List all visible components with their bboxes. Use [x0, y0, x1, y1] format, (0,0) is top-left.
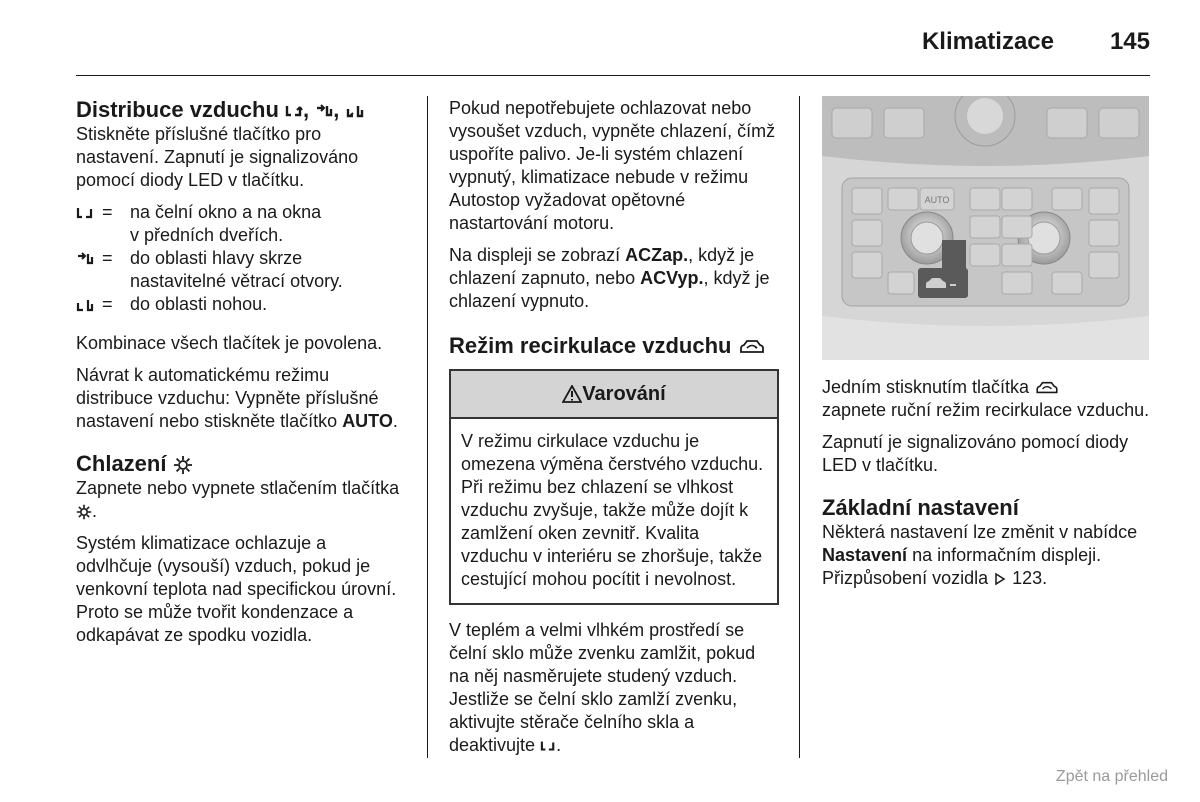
equals-sign: = [102, 248, 113, 268]
photo-auto-label: AUTO [924, 195, 950, 205]
recirculation-heading-text: Režim recirkulace vzduchu [449, 333, 732, 358]
climate-panel-photo [822, 96, 1149, 360]
page-reference-link[interactable]: 123. [1012, 568, 1048, 588]
list-item-footwell [76, 293, 406, 316]
equals-sign: = [102, 294, 113, 314]
recirculation-heading [449, 333, 779, 359]
snowflake-icon [173, 455, 193, 475]
snowflake-icon [76, 504, 92, 520]
recirc-button-text [822, 376, 1152, 422]
cooling-off-text: Pokud nepotřebujete ochlazovat nebo vysoušet vzduch, vypněte chlazení, čímž uspoříte palivo. Je-li systém chlazení vypnutý, klimatizace nebude v režimu Autostop vyžadovat opětovné nastartování motoru. [449, 98, 776, 233]
led-text: Zapnutí je signalizováno pomocí diody LED v tlačítku. [822, 432, 1129, 475]
windshield-vent-icon [76, 205, 94, 221]
list-item-face [76, 247, 406, 293]
page-header [0, 24, 1200, 64]
basic-settings-text [822, 521, 1152, 590]
cooling-text: Zapnete nebo vypnete stlačením tlačítka [76, 478, 400, 498]
distribution-list [76, 201, 406, 316]
column-1 [76, 97, 406, 656]
face-vent-icon [76, 251, 94, 267]
list-item-text: nastavitelné větrací otvory. [130, 271, 343, 291]
list-item-text: v předních dveřích. [130, 225, 284, 245]
distribution-heading [76, 97, 406, 123]
windshield-vent-icon [285, 103, 303, 119]
warning-header [451, 371, 777, 419]
recirculation-car-icon [1034, 380, 1060, 396]
cooling-heading [76, 451, 406, 477]
ac-off-label: ACVyp. [640, 268, 704, 288]
return-auto-text [76, 364, 406, 433]
list-item-windshield [76, 201, 406, 247]
face-vent-icon [315, 103, 333, 119]
back-to-overview-link[interactable]: Zpět na přehled [1055, 768, 1168, 785]
footwell-vent-icon [346, 103, 364, 119]
distribution-heading-text: Distribuce vzduchu [76, 97, 279, 122]
display-text-c: , když je chlazení zapnuto, nebo [449, 245, 755, 288]
warning-box [449, 369, 779, 605]
column-3 [822, 376, 1152, 599]
recirculation-car-icon [738, 338, 766, 356]
footwell-vent-icon [76, 297, 94, 313]
page-reference-arrow-icon [993, 572, 1007, 586]
basic-text-a: Některá nastavení lze změnit v nabídce [822, 522, 1138, 542]
separator: , [333, 97, 340, 122]
equals-sign: = [102, 202, 113, 222]
warning-title: Varování [582, 382, 666, 405]
auto-label: AUTO [342, 411, 393, 431]
list-item-text: do oblasti hlavy skrze [130, 248, 303, 268]
cooling-toggle-text [76, 477, 406, 523]
return-text: Návrat k automatickému režimu distribuce vzduchu: Vypněte příslušné nastavení nebo stiskněte tlačítko [76, 365, 379, 431]
settings-label: Nastavení [822, 545, 908, 565]
warning-triangle-icon [562, 385, 582, 403]
display-text-d: , když je chlazení vypnuto. [449, 268, 770, 311]
warning-body: V režimu cirkulace vzduchu je omezena výměna čerstvého vzduchu. Při režimu bez chlazení se vlhkost vzduchu zvyšuje, takže může dojít k zamlžení oken zevnitř. Kvalita vzduchu v interiéru se zhoršuje, takže cestující mohou pocítit i nevolnost. [461, 431, 764, 589]
distribution-intro: Stiskněte příslušné tlačítko pro nastavení. Zapnutí je signalizováno pomocí diody LED v tlačítku. [76, 124, 359, 190]
windshield-vent-icon [540, 739, 556, 753]
separator: , [303, 97, 310, 122]
ac-on-label: ACZap. [625, 245, 689, 265]
cooling-system-text: Systém klimatizace ochlazuje a odvlhčuje (vysouší) vzduch, pokud je venkovní teplota nad specifickou úrovní. Proto se může tvořit kondenzace a odkapávat ze spodku vozidla. [76, 533, 397, 645]
combination-text: Kombinace všech tlačítek je povolena. [76, 333, 383, 353]
column-2 [449, 97, 779, 766]
list-item-text: na čelní okno a na okna [130, 202, 322, 222]
list-item-text: do oblasti nohou. [130, 294, 268, 314]
page-title: Klimatizace [921, 28, 1054, 55]
page-number: 145 [1109, 28, 1150, 55]
period: . [556, 735, 562, 755]
display-text [449, 244, 779, 313]
period: . [392, 411, 398, 431]
recirc-text-b: zapnete ruční režim recirkulace vzduchu. [822, 400, 1150, 420]
period: . [92, 501, 98, 521]
climate-panel-illustration [822, 96, 1149, 360]
basic-settings-heading: Základní nastavení [822, 495, 1019, 520]
display-text-a: Na displeji se zobrazí [449, 245, 621, 265]
fogging-text [449, 619, 779, 757]
column-divider-1 [427, 96, 428, 758]
recirc-text-a: Jedním stisknutím tlačítka [822, 377, 1030, 397]
column-divider-2 [799, 96, 800, 758]
basic-text-c: na informačním displeji. Přizpůsobení vozidla [822, 545, 1102, 588]
header-rule [76, 75, 1150, 76]
fogging-text-body: V teplém a velmi vlhkém prostředí se čelní sklo může zvenku zamlžit, pokud na něj nasměrujete studený vzduch. Jestliže se čelní sklo zamlží zvenku, aktivujte stěrače čelního skla a deaktivujte [449, 620, 756, 755]
cooling-heading-text: Chlazení [76, 451, 167, 476]
